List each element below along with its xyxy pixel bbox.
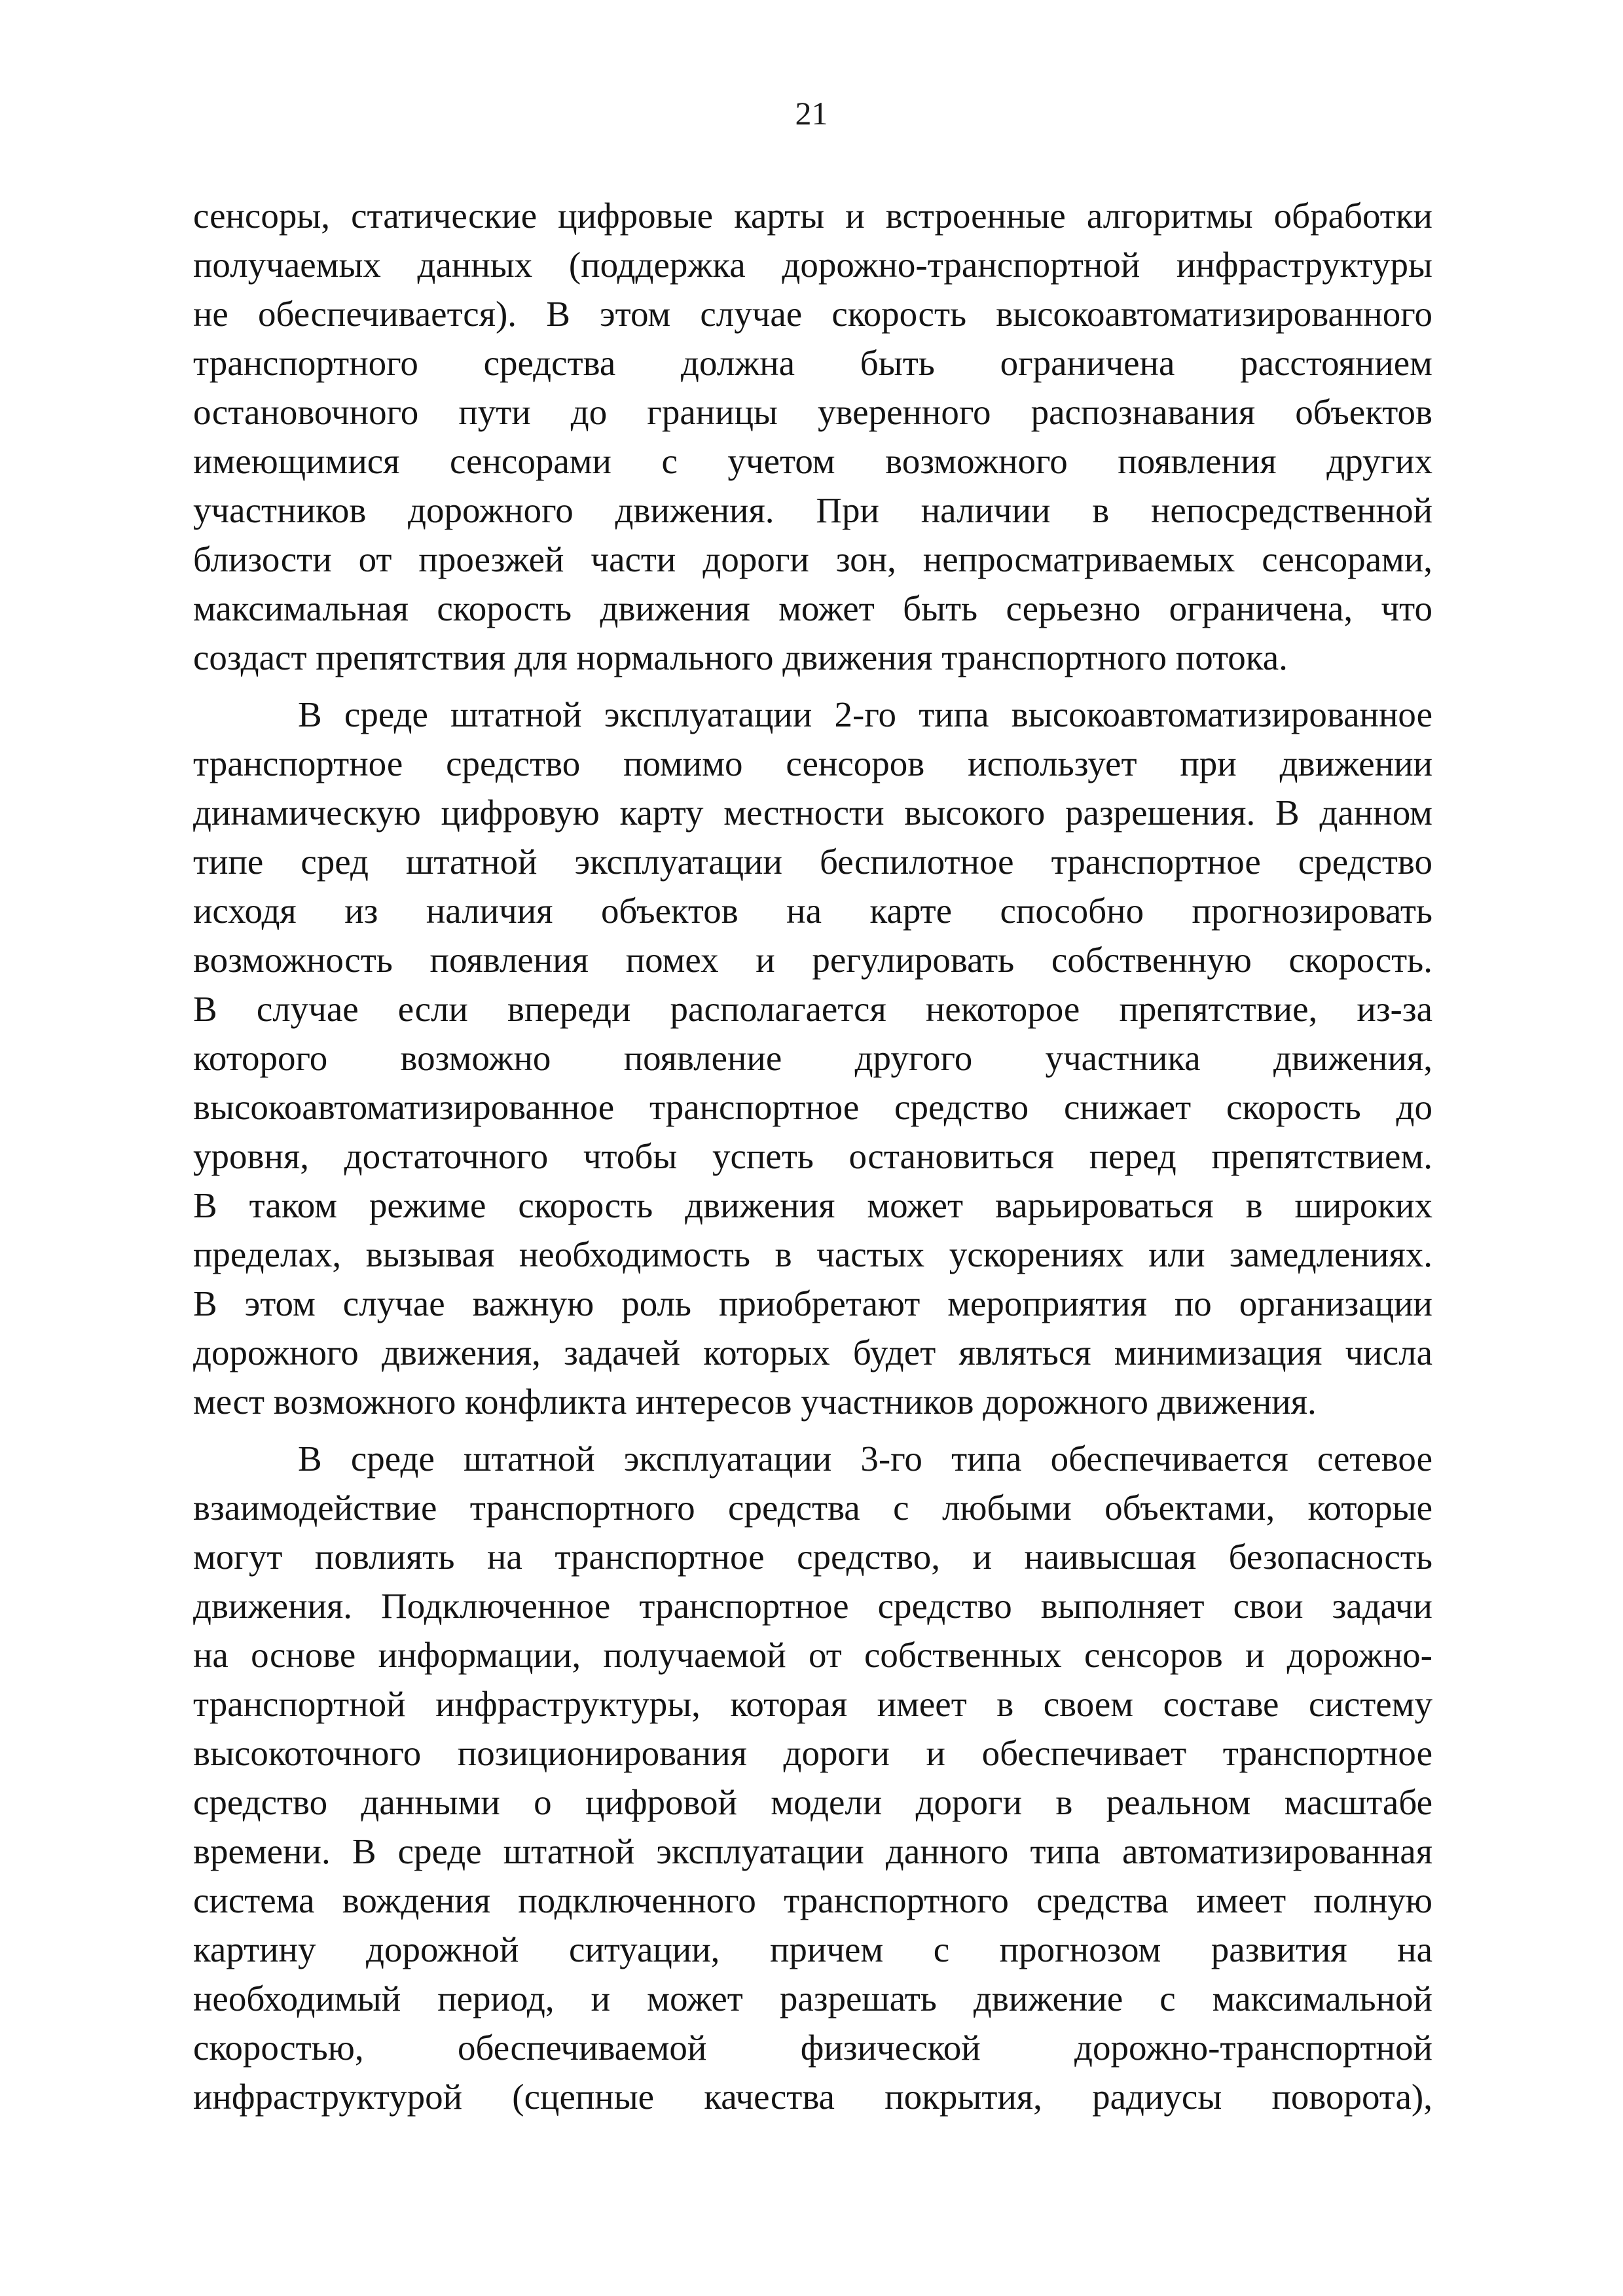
paragraph-1	[193, 191, 1432, 682]
paragraph-2	[193, 690, 1432, 1426]
text-line: высокоточного позиционирования дороги и обеспечивает транспортное	[193, 1733, 1432, 1773]
text-line: В среде штатной эксплуатации 2-го типа высокоавтоматизированное	[298, 694, 1432, 734]
text-line: остановочного пути до границы уверенного распознавания объектов	[193, 392, 1432, 432]
text-line: дорожного движения, задачей которых будет являться минимизация числа	[193, 1333, 1432, 1372]
text-line: мест возможного конфликта интересов участников дорожного движения.	[193, 1382, 1317, 1422]
text-line: уровня, достаточного чтобы успеть остановиться перед препятствием.	[193, 1136, 1432, 1176]
text-line: могут повлиять на транспортное средство, и наивысшая безопасность	[193, 1537, 1432, 1577]
text-line: пределах, вызывая необходимость в частых ускорениях или замедлениях.	[193, 1234, 1432, 1274]
text-line: на основе информации, получаемой от собственных сенсоров и дорожно-	[193, 1635, 1432, 1675]
text-line: скоростью, обеспечиваемой физической дорожно-транспортной	[193, 2028, 1432, 2068]
body-text	[193, 191, 1432, 2121]
paragraph-3	[193, 1434, 1432, 2121]
text-line: исходя из наличия объектов на карте способно прогнозировать	[193, 891, 1432, 931]
text-line: типе сред штатной эксплуатации беспилотное транспортное средство	[193, 842, 1432, 882]
text-line: времени. В среде штатной эксплуатации данного типа автоматизированная	[193, 1831, 1432, 1871]
text-line: участников дорожного движения. При наличии в непосредственной	[193, 490, 1432, 530]
paragraph-spacer	[193, 1426, 1432, 1434]
text-line: транспортное средство помимо сенсоров использует при движении	[193, 744, 1432, 783]
text-line: возможность появления помех и регулировать собственную скорость.	[193, 940, 1432, 980]
text-line: высокоавтоматизированное транспортное средство снижает скорость до	[193, 1087, 1432, 1127]
text-line: имеющимися сенсорами с учетом возможного появления других	[193, 441, 1432, 481]
text-line: которого возможно появление другого участника движения,	[193, 1038, 1432, 1078]
text-line: В случае если впереди располагается некоторое препятствие, из-за	[193, 989, 1432, 1029]
text-line: транспортного средства должна быть ограничена расстоянием	[193, 343, 1432, 383]
text-line: динамическую цифровую карту местности высокого разрешения. В данном	[193, 793, 1432, 833]
text-line: создаст препятствия для нормального движения транспортного потока.	[193, 637, 1288, 677]
text-line: средство данными о цифровой модели дороги в реальном масштабе	[193, 1782, 1432, 1822]
text-line: транспортной инфраструктуры, которая имеет в своем составе систему	[193, 1684, 1432, 1724]
text-line: сенсоры, статические цифровые карты и встроенные алгоритмы обработки	[193, 196, 1432, 236]
text-line: близости от проезжей части дороги зон, непросматриваемых сенсорами,	[193, 539, 1432, 579]
text-line: система вождения подключенного транспортного средства имеет полную	[193, 1880, 1432, 1920]
text-line: инфраструктурой (сцепные качества покрытия, радиусы поворота),	[193, 2077, 1432, 2117]
text-line: движения. Подключенное транспортное средство выполняет свои задачи	[193, 1586, 1432, 1626]
text-line: необходимый период, и может разрешать движение с максимальной	[193, 1979, 1432, 2018]
text-line: В среде штатной эксплуатации 3-го типа обеспечивается сетевое	[298, 1439, 1432, 1479]
text-line: картину дорожной ситуации, причем с прогнозом развития на	[193, 1929, 1432, 1969]
text-line: получаемых данных (поддержка дорожно-транспортной инфраструктуры	[193, 245, 1432, 285]
text-line: взаимодействие транспортного средства с любыми объектами, которые	[193, 1488, 1432, 1528]
text-line: не обеспечивается). В этом случае скорость высокоавтоматизированного	[193, 294, 1432, 334]
paragraph-spacer	[193, 682, 1432, 690]
text-line: В таком режиме скорость движения может варьироваться в широких	[193, 1185, 1432, 1225]
page-number: 21	[795, 95, 828, 132]
text-line: В этом случае важную роль приобретают мероприятия по организации	[193, 1283, 1432, 1323]
text-line: максимальная скорость движения может быть серьезно ограничена, что	[193, 588, 1432, 628]
